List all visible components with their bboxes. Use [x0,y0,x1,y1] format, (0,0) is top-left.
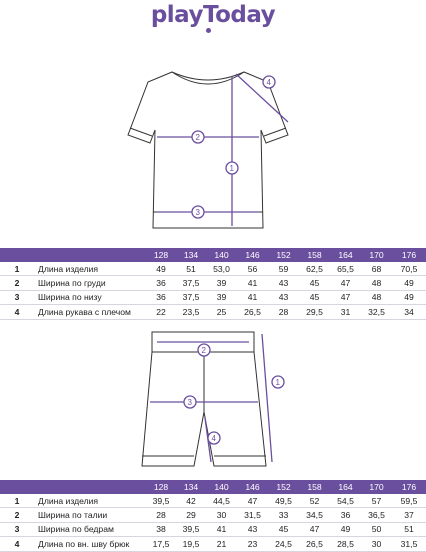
table-cell: 31,5 [237,508,268,522]
table-cell: 23,5 [176,305,206,319]
table-cell: 62,5 [299,262,330,276]
table-cell: 48 [361,290,392,304]
table-cell: 26,5 [299,537,330,551]
size-header-row [0,248,426,262]
table-cell: 34 [392,305,426,319]
table-cell: Ширина по низу [34,290,146,304]
size-header-cell: 164 [330,248,361,262]
svg-text:4: 4 [266,78,271,87]
table-cell: 49 [146,262,176,276]
table-cell: 29,5 [299,305,330,319]
size-header-cell: 176 [392,248,426,262]
size-header-cell [34,248,146,262]
size-header-cell [34,480,146,494]
tshirt-outline [128,72,288,228]
table-cell: 17,5 [146,537,176,551]
table-cell: Длина изделия [34,262,146,276]
table-cell: 54,5 [330,494,361,508]
table-cell: 30 [206,508,237,522]
table-cell: 49,5 [268,494,299,508]
size-header-row [0,480,426,494]
table-cell: 2 [0,508,34,522]
table-cell: 42 [176,494,206,508]
table-cell: 45 [299,276,330,290]
marker-1 [226,162,238,174]
marker-4 [263,76,275,88]
table-cell: 23 [237,537,268,551]
table-cell: 48 [361,276,392,290]
svg-text:3: 3 [195,208,200,217]
table-row [0,522,426,536]
table-cell: 24,5 [268,537,299,551]
table-cell: 30 [361,537,392,551]
table-cell: 28 [268,305,299,319]
table-cell: 56 [237,262,268,276]
table-row [0,276,426,290]
table-row [0,508,426,522]
marker-3 [192,206,204,218]
table-cell: 22 [146,305,176,319]
size-header-cell [0,480,34,494]
marker-3 [184,396,196,408]
tshirt-size-table [0,248,426,320]
table-cell: 53,0 [206,262,237,276]
table-cell: 50 [361,522,392,536]
table-cell: 45 [299,290,330,304]
svg-text:2: 2 [195,133,200,142]
table-row [0,537,426,551]
table-cell: 47 [330,290,361,304]
brand-logo: playToday [150,2,276,28]
table-row [0,262,426,276]
table-cell: 38 [146,522,176,536]
size-header-cell [0,248,34,262]
svg-text:2: 2 [201,346,206,355]
size-header-cell: 152 [268,248,299,262]
table-cell: 65,5 [330,262,361,276]
table-cell: Длина изделия [34,494,146,508]
table-cell: 47 [330,276,361,290]
size-header-cell: 170 [361,480,392,494]
table-cell: 33 [268,508,299,522]
table-cell: 43 [268,290,299,304]
size-header-cell: 134 [176,480,206,494]
table-cell: 1 [0,262,34,276]
table-cell: 59 [268,262,299,276]
table-cell: 57 [361,494,392,508]
table-cell: 43 [237,522,268,536]
table-cell: 36 [330,508,361,522]
table-row [0,494,426,508]
table-cell: 36 [146,276,176,290]
table-cell: 37,5 [176,276,206,290]
table-cell: 70,5 [392,262,426,276]
table-cell: 3 [0,290,34,304]
shorts-size-table [0,480,426,552]
size-header-cell: 134 [176,248,206,262]
size-header-cell: 128 [146,248,176,262]
table-cell: Ширина по бедрам [34,522,146,536]
table-cell: 39,5 [146,494,176,508]
table-cell: 49 [392,290,426,304]
table-cell: 31,5 [392,537,426,551]
table-cell: 49 [392,276,426,290]
svg-text:1: 1 [275,378,280,387]
table-cell: Ширина по талии [34,508,146,522]
marker-4 [208,432,220,444]
table-cell: 28,5 [330,537,361,551]
svg-text:4: 4 [211,434,216,443]
table-cell: 3 [0,522,34,536]
table-cell: 39,5 [176,522,206,536]
size-header-cell: 140 [206,480,237,494]
table-cell: 25 [206,305,237,319]
table-cell: 2 [0,276,34,290]
table-cell: 51 [176,262,206,276]
table-cell: 37 [392,508,426,522]
table-cell: 47 [299,522,330,536]
table-cell: 39 [206,276,237,290]
shorts-sketch [0,322,426,472]
table-cell: 34,5 [299,508,330,522]
table-cell: 26,5 [237,305,268,319]
svg-text:1: 1 [229,164,234,173]
table-cell: 36 [146,290,176,304]
size-header-cell: 146 [237,480,268,494]
table-cell: 41 [237,290,268,304]
table-cell: 68 [361,262,392,276]
logo-dot [206,28,211,33]
table-cell: 52 [299,494,330,508]
table-cell: 37,5 [176,290,206,304]
svg-text:3: 3 [187,398,192,407]
table-cell: 41 [206,522,237,536]
table-cell: 32,5 [361,305,392,319]
table-cell: Длина рукава с плечом [34,305,146,319]
table-cell: 19,5 [176,537,206,551]
marker-1 [272,376,284,388]
table-cell: Ширина по груди [34,276,146,290]
size-header-cell: 170 [361,248,392,262]
table-cell: 36,5 [361,508,392,522]
table-cell: Длина по вн. шву брюк [34,537,146,551]
table-row [0,305,426,319]
size-header-cell: 164 [330,480,361,494]
table-cell: 29 [176,508,206,522]
table-cell: 31 [330,305,361,319]
marker-2 [198,344,210,356]
table-cell: 44,5 [206,494,237,508]
table-cell: 51 [392,522,426,536]
size-header-cell: 146 [237,248,268,262]
table-cell: 1 [0,494,34,508]
table-cell: 49 [330,522,361,536]
size-header-cell: 128 [146,480,176,494]
table-cell: 4 [0,537,34,551]
size-header-cell: 140 [206,248,237,262]
table-cell: 45 [268,522,299,536]
marker-2 [192,131,204,143]
table-cell: 59,5 [392,494,426,508]
size-header-cell: 158 [299,480,330,494]
table-cell: 47 [237,494,268,508]
size-header-cell: 158 [299,248,330,262]
table-cell: 28 [146,508,176,522]
table-cell: 39 [206,290,237,304]
table-cell: 21 [206,537,237,551]
table-cell: 41 [237,276,268,290]
table-cell: 4 [0,305,34,319]
size-header-cell: 176 [392,480,426,494]
tshirt-sketch [0,62,426,232]
table-cell: 43 [268,276,299,290]
size-header-cell: 152 [268,480,299,494]
table-row [0,290,426,304]
